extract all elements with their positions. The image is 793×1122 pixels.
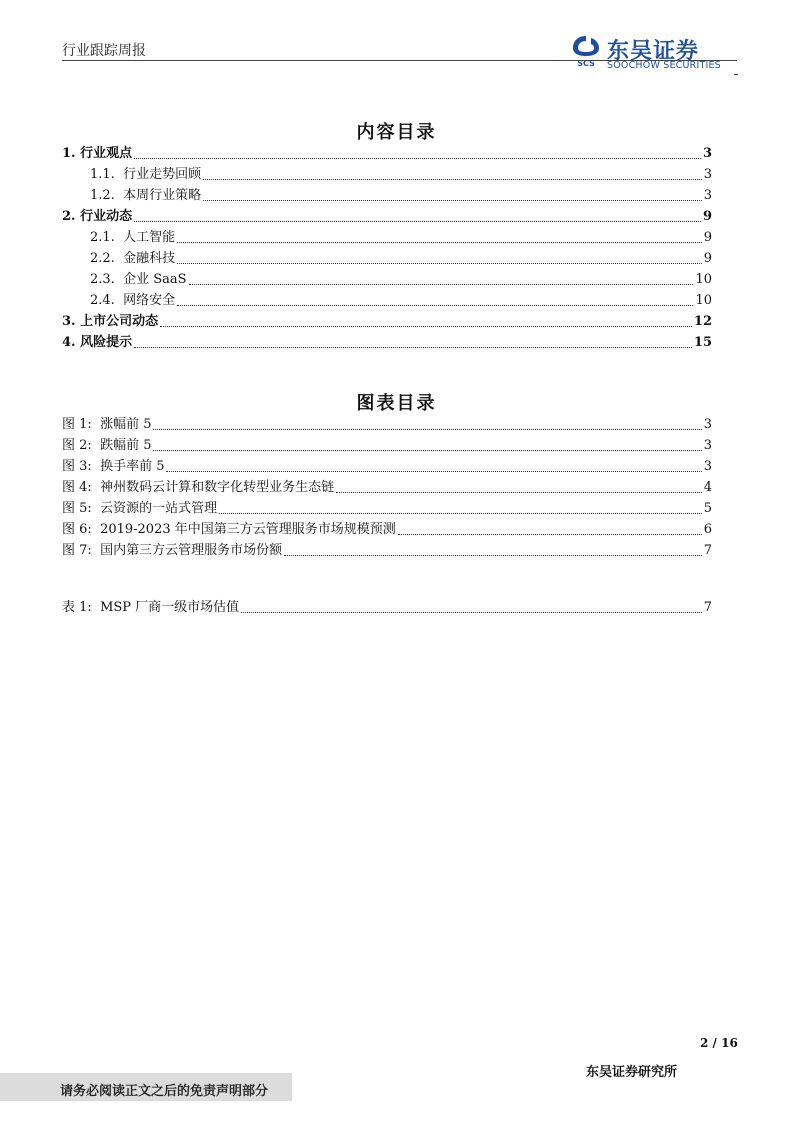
toc-item-4[interactable] xyxy=(62,333,712,353)
toc-num: 2.1. xyxy=(90,230,115,245)
figure-label: 2019-2023 年中国第三方云管理服务市场规模预测 xyxy=(100,522,396,537)
figure-label: 神州数码云计算和数字化转型业务生态链 xyxy=(100,480,335,495)
toc-page: 10 xyxy=(695,293,712,308)
toc-title: 内容目录 xyxy=(356,122,437,143)
figure-page: 3 xyxy=(703,417,712,432)
figure-label: 换手率前 5 xyxy=(100,459,165,474)
leader-dots xyxy=(203,178,702,180)
figure-page: 5 xyxy=(703,501,712,516)
toc-page: 15 xyxy=(693,335,712,350)
figure-page: 4 xyxy=(703,480,712,495)
figure-item-4[interactable] xyxy=(62,478,712,498)
toc-num: 2.4. xyxy=(90,293,115,308)
logo-mark-icon xyxy=(571,34,601,68)
header-divider xyxy=(62,60,737,61)
toc-label: 风险提示 xyxy=(80,335,133,350)
toc-num: 1.2. xyxy=(90,188,115,203)
figure-page: 7 xyxy=(703,543,712,558)
leader-dots xyxy=(177,262,702,264)
toc-item-2-3[interactable] xyxy=(90,270,712,290)
figure-num: 图 7: xyxy=(62,543,92,558)
toc-page: 10 xyxy=(695,272,712,287)
figure-item-3[interactable] xyxy=(62,457,712,477)
figure-num: 图 6: xyxy=(62,522,92,537)
toc-label: 本周行业策略 xyxy=(123,188,202,203)
toc-label: 企业 SaaS xyxy=(123,272,187,287)
toc-page: 9 xyxy=(703,251,712,266)
figure-label: 涨幅前 5 xyxy=(100,417,152,432)
toc-num: 4. xyxy=(62,335,76,350)
table-item-1[interactable] xyxy=(62,598,712,618)
leader-dots xyxy=(219,512,702,514)
toc-num: 1.1. xyxy=(90,167,115,182)
figure-item-6[interactable] xyxy=(62,520,712,540)
header-tick xyxy=(734,74,738,75)
figure-num: 图 3: xyxy=(62,459,92,474)
toc-label: 金融科技 xyxy=(123,251,176,266)
figure-item-2[interactable] xyxy=(62,436,712,456)
figure-page: 3 xyxy=(703,459,712,474)
table-num: 表 1: xyxy=(62,600,92,615)
table-page: 7 xyxy=(703,600,712,615)
toc-page: 9 xyxy=(702,209,712,224)
logo-en: SOOCHOW SECURITIES xyxy=(607,60,721,71)
toc-item-2-1[interactable] xyxy=(90,228,712,248)
toc-item-2[interactable] xyxy=(62,207,712,227)
toc-num: 2. xyxy=(62,209,76,224)
page-indicator: 2 / 16 xyxy=(700,1036,738,1050)
figures-title: 图表目录 xyxy=(356,393,437,414)
table-label: MSP 厂商一级市场估值 xyxy=(100,600,240,615)
figure-num: 图 5: xyxy=(62,501,92,516)
report-type: 行业跟踪周报 xyxy=(62,43,146,59)
leader-dots xyxy=(160,325,692,327)
toc-item-1-1[interactable] xyxy=(90,165,712,185)
leader-dots xyxy=(241,611,702,613)
leader-dots xyxy=(177,304,693,306)
toc-item-2-2[interactable] xyxy=(90,249,712,269)
toc-item-3[interactable] xyxy=(62,312,712,332)
leader-dots xyxy=(153,428,701,430)
figure-item-5[interactable] xyxy=(62,499,712,519)
toc-label: 行业观点 xyxy=(80,146,133,161)
toc-label: 行业走势回顾 xyxy=(123,167,202,182)
figure-num: 图 1: xyxy=(62,417,92,432)
figure-num: 图 2: xyxy=(62,438,92,453)
footer-org: 东吴证券研究所 xyxy=(586,1065,678,1080)
toc-item-1[interactable] xyxy=(62,144,712,164)
figure-label: 国内第三方云管理服务市场份额 xyxy=(100,543,283,558)
company-logo xyxy=(571,34,741,74)
toc-num: 2.2. xyxy=(90,251,115,266)
toc-item-1-2[interactable] xyxy=(90,186,712,206)
disclaimer-notice: 请务必阅读正文之后的免责声明部分 xyxy=(60,1084,269,1099)
toc-label: 上市公司动态 xyxy=(80,314,159,329)
leader-dots xyxy=(189,283,694,285)
figure-item-7[interactable] xyxy=(62,541,712,561)
leader-dots xyxy=(398,533,702,535)
leader-dots xyxy=(134,346,692,348)
logo-cn: 东吴证券 xyxy=(607,39,700,64)
toc-num: 1. xyxy=(62,146,76,161)
toc-num: 3. xyxy=(62,314,76,329)
toc-item-2-4[interactable] xyxy=(90,291,712,311)
figure-page: 6 xyxy=(703,522,712,537)
leader-dots xyxy=(134,157,701,159)
figure-label: 跌幅前 5 xyxy=(100,438,152,453)
figure-page: 3 xyxy=(703,438,712,453)
leader-dots xyxy=(203,199,702,201)
toc-label: 行业动态 xyxy=(80,209,133,224)
figure-item-1[interactable] xyxy=(62,415,712,435)
leader-dots xyxy=(153,449,701,451)
leader-dots xyxy=(177,241,702,243)
toc-label: 人工智能 xyxy=(123,230,176,245)
figure-label: 云资源的一站式管理 xyxy=(100,501,218,516)
toc-page: 3 xyxy=(703,188,712,203)
leader-dots xyxy=(166,470,701,472)
toc-page: 3 xyxy=(703,167,712,182)
toc-label: 网络安全 xyxy=(123,293,176,308)
leader-dots xyxy=(134,220,701,222)
toc-num: 2.3. xyxy=(90,272,115,287)
leader-dots xyxy=(284,554,702,556)
toc-page: 12 xyxy=(693,314,712,329)
logo-mark-text: SCS xyxy=(577,59,595,68)
figure-num: 图 4: xyxy=(62,480,92,495)
toc-page: 3 xyxy=(702,146,712,161)
toc-page: 9 xyxy=(703,230,712,245)
leader-dots xyxy=(336,491,702,493)
